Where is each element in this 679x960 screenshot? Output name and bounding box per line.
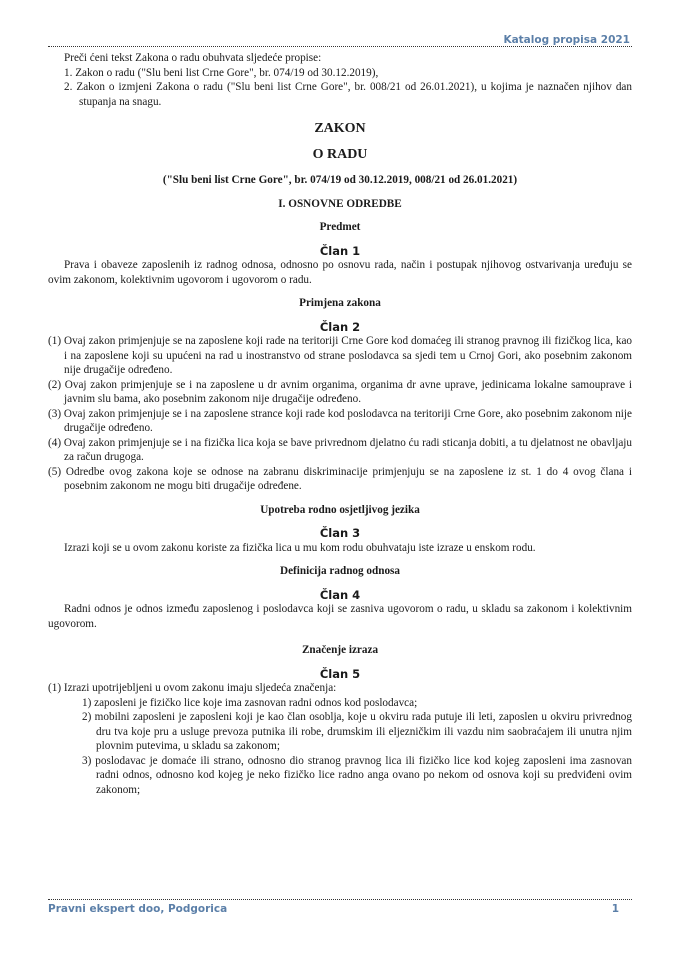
article-heading: Član 4: [319, 587, 361, 602]
list-item: 1) zaposleni je fizičko lice koje ima zasnovan radni odnos kod poslodavca;: [82, 696, 418, 709]
law-subtitle: O RADU: [312, 146, 368, 162]
section-heading: Upotreba rodno osjetljivog jezika: [260, 503, 420, 516]
paragraph-item: (5) Odredbe ovog zakona koje se odnose na zabranu diskriminacije primjenjuju se na zaposlene iz st. 1 do 4 ovog člana i posebnim zakonom ne mogu biti drugačije određene.: [48, 465, 632, 492]
paragraph-item: (1) Izrazi upotrijebljeni u ovom zakonu imaju sljedeća značenja:: [48, 682, 337, 694]
footer-publisher: Pravni ekspert doo, Podgorica: [48, 903, 228, 915]
list-item: 3) poslodavac je domaće ili strano, odnosno dio stranog pravnog lica ili fizičko lice kod kojeg zaposleni ima zasnovan radni odnos, odnosno kod kojeg je neko fizičko lice radno anga ovano po nekom od osnova koji su predviđeni ovim zakonom;: [82, 754, 632, 796]
paragraph-item: (1) Ovaj zakon primjenjuje se na zaposlene koji rade na teritoriji Crne Gore kod domaćeg ili stranog pravnog ili fizičkog lica, kao i na zaposlene koji su upućeni na rad u inostranstvo od strane poslodavca sa sjedi tem u Crnoj Gori, ako posebnim zakonom nije drugačije određeno.: [48, 335, 632, 376]
article-text: Prava i obaveze zaposlenih iz radnog odnosa, odnosno po osnovu rada, način i postupak njihovog ostvarivanja uređuju se ovim zakonom, kolektivnim ugovorom i ugovorom o radu.: [48, 259, 632, 286]
law-title: ZAKON: [314, 121, 366, 136]
section-heading: Predmet: [319, 221, 361, 233]
footer-divider: [48, 899, 632, 900]
article-heading: Član 2: [319, 319, 361, 334]
paragraph-item: (3) Ovaj zakon primjenjuje se i na zaposlene strance koji rade kod poslodavca na teritoriji Crne Gore, ako posebnim zakonom nije drugačije određeno.: [48, 407, 632, 434]
article-heading: Član 1: [319, 243, 361, 258]
header-divider: [48, 46, 632, 47]
article-text: Izrazi koji se u ovom zakonu koriste za fizička lica u mu kom rodu obuhvataju iste izraze u enskom rodu.: [64, 541, 536, 554]
paragraph-item: (2) Ovaj zakon primjenjuje se i na zaposlene u dr avnim organima, organima dr avne uprave, jedinicama lokalne samouprave i javnim slu bama, ako posebnim zakonom nije drugačije određeno.: [48, 378, 632, 405]
page-number: 1: [611, 903, 619, 915]
intro-item: 1. Zakon o radu ("Slu beni list Crne Gore", br. 074/19 od 30.12.2019),: [64, 66, 379, 79]
section-heading: Značenje izraza: [301, 644, 379, 656]
section-heading: Primjena zakona: [299, 297, 381, 309]
gazette-reference: ("Slu beni list Crne Gore", br. 074/19 od 30.12.2019, 008/21 od 26.01.2021): [162, 174, 518, 186]
intro-lead: Preči ćeni tekst Zakona o radu obuhvata sljedeće propise:: [64, 52, 322, 64]
article-heading: Član 3: [319, 526, 361, 540]
part-heading: I. OSNOVNE ODREDBE: [278, 197, 402, 210]
article-text: Radni odnos je odnos između zaposlenog i poslodavca koji se zasniva ugovorom o radu, u skladu sa zakonom i kolektivnim ugovorom.: [48, 603, 632, 630]
header-title: Katalog propisa 2021: [503, 34, 630, 46]
article-heading: Član 5: [319, 666, 361, 681]
intro-item: 2. Zakon o izmjeni Zakona o radu ("Slu beni list Crne Gore", br. 008/21 od 26.01.2021), u kojima je naznačen njihov dan stupanja na snagu.: [64, 81, 632, 108]
paragraph-item: (4) Ovaj zakon primjenjuje se i na fizička lica koja se bave privrednom djelatno ću radi sticanja dobiti, a tu djelatnost ne obavljaju za račun drugoga.: [48, 436, 632, 463]
document-body: [48, 51, 632, 797]
section-heading: Definicija radnog odnosa: [280, 565, 400, 577]
list-item: 2) mobilni zaposleni je zaposleni koji je kao član osoblja, koje u okviru rada putuje ili leti, zaposlen u okviru privrednog dru tva koje pru a usluge prevoza putnika ili robe, drumskim ili eljezničkim ili vazdu nim saobraćajem ili unutra njim plovnim putevima, u skladu sa zakonom;: [82, 711, 632, 752]
